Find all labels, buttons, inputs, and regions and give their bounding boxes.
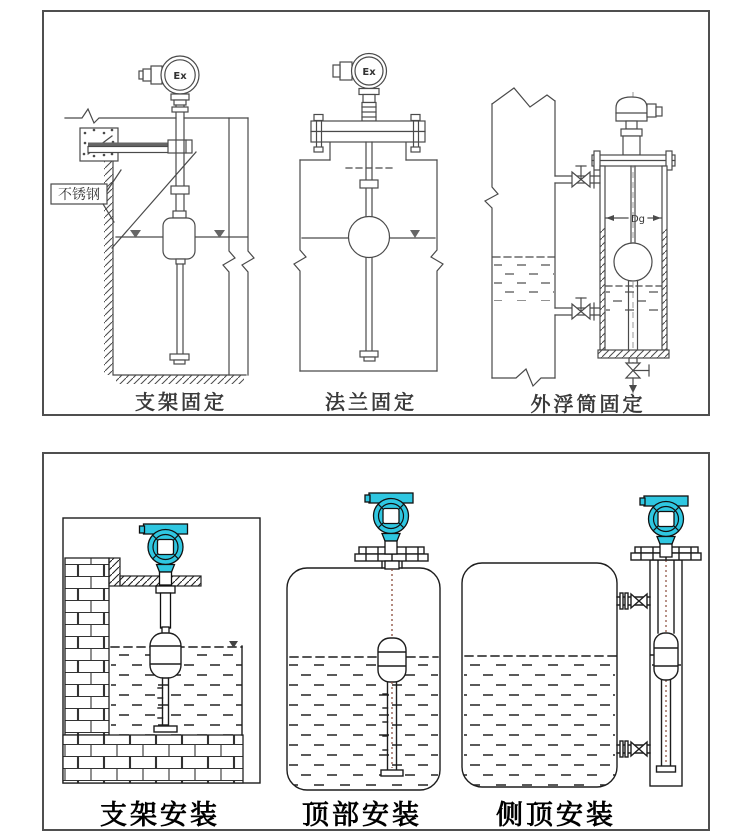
caption-top-mounting: 顶部安装 [302,800,422,831]
water [464,656,616,787]
figure-top-mounting [287,493,440,790]
tank-liquid [494,259,554,301]
ex-head-icon [333,54,387,122]
dg-dimension [606,214,661,225]
upper-valve-icon [617,593,650,609]
ex-head-icon [139,56,199,105]
lower-valve-icon [555,298,600,320]
figure-side-top-mounting [462,496,701,787]
caption-external-chamber-fixing: 外浮筒固定 [530,392,646,416]
caption-bracket-fixing: 支架固定 [135,390,227,414]
level-symbol-icon [410,230,420,238]
float [163,211,195,364]
bottom-panel-drawing [42,452,710,832]
float [349,142,390,361]
caption-bracket-mounting: 支架安装 [100,800,220,831]
figure-flange-fixing [294,54,443,372]
figure-bracket-fixing [51,56,254,384]
ex-marking: Ex [362,67,376,78]
figure-external-chamber-fixing [485,88,675,394]
chamber-liquid [606,286,661,312]
process-tank [485,88,555,386]
ex-marking: Ex [173,71,187,82]
lower-valve-icon [617,741,650,757]
figure-bracket-mounting [63,518,260,783]
brick-wall [65,558,109,735]
shelf-bracket [109,558,201,586]
top-panel-drawing [42,10,710,417]
transmitter-head-icon [616,97,662,155]
stainless-steel-text: 不锈钢 [58,187,100,203]
dg-label: Dg [630,214,646,225]
guide-pipe [171,105,189,218]
transmitter-icon [365,493,413,554]
caption-flange-fixing: 法兰固定 [325,390,417,414]
water [289,657,438,788]
tank-wall [223,118,235,375]
caption-side-top-mounting: 侧顶安装 [496,800,616,831]
upper-valve-icon [555,166,600,188]
brick-floor [63,735,243,783]
wall-top-line [65,109,176,123]
